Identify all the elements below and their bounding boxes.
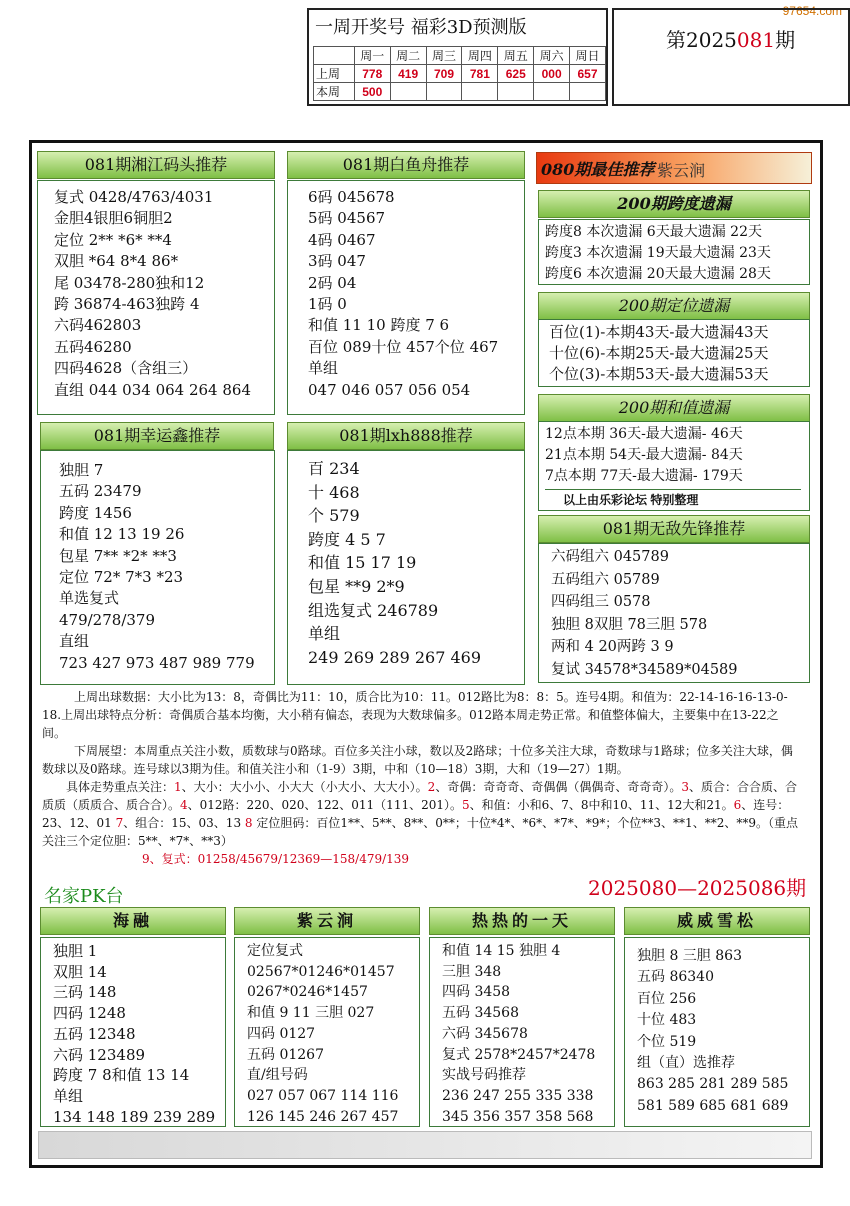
list-item: 863 285 281 289 585 [637, 1076, 789, 1093]
list-item: 3码 047 [308, 252, 366, 271]
day-header: 周六 [534, 47, 570, 65]
list-item: 7点本期 77天-最大遗漏- 179天 [545, 468, 743, 484]
list-item: 独胆 8双胆 78三胆 578 [551, 616, 708, 633]
list-item: 五码 86340 [637, 969, 714, 986]
list-item: 2码 04 [308, 273, 357, 292]
list-item: 百位 089十位 457个位 467 [308, 337, 499, 356]
pk-col-box [234, 937, 420, 1127]
list-item: 五码 34568 [442, 1005, 519, 1022]
issue-panel [612, 8, 850, 106]
day-header: 周五 [498, 47, 534, 65]
analysis-last-week: 上周出球数据：大小比为13：8，奇偶比为11：10，质合比为10：11。012路比为8：8：5。连号4期。和值为：22-14-16-16-13-0-18.上周出球特点分析：奇偶质合基本均衡，大小稍有偏态，表现为大数球偏多。012路本周走势正常。和值整体偏大，主要集中在13-22之间。 [42, 690, 788, 740]
list-item: 5码 04567 [308, 209, 386, 228]
list-item: 双胆 14 [53, 962, 107, 981]
dingwei-title: 200期定位遗漏 [538, 292, 810, 320]
analysis-fushi: 9、复式：01258/45679/12369—158/479/139 [142, 852, 410, 866]
list-item: 三胆 348 [442, 963, 502, 980]
list-item: 和值 14 15 独胆 4 [442, 943, 561, 959]
day-header: 周二 [390, 47, 426, 65]
list-item: 和值 11 10 跨度 7 6 [308, 316, 450, 335]
list-item: 四码 0127 [247, 1025, 316, 1042]
dingwei-box [538, 319, 810, 387]
list-item: 跨度8 本次遗漏 6天最大遗漏 22天 [545, 224, 762, 240]
list-item: 十 468 [308, 482, 360, 502]
corner-cell [314, 47, 355, 65]
weekly-results-panel [307, 8, 608, 106]
list-item: 个 579 [308, 506, 360, 526]
list-item: 六码 345678 [442, 1025, 528, 1042]
list-item: 两和 4 20两跨 3 9 [551, 639, 674, 656]
pk-col-title: 海融 [40, 907, 226, 935]
this-week-number: 500 [354, 83, 390, 101]
list-item: 跨度 4 5 7 [308, 529, 386, 549]
list-item: 直组 044 034 064 264 864 [54, 380, 251, 399]
list-item: 047 046 057 056 054 [308, 380, 471, 399]
list-item: 直/组号码 [247, 1067, 308, 1084]
watermark: 97654.com [782, 4, 842, 18]
list-item: 五码 01267 [247, 1046, 324, 1063]
day-header: 周日 [570, 47, 606, 65]
xingyunxin-box [40, 450, 275, 685]
this-week-number [570, 83, 606, 101]
list-item: 单选复式 [59, 589, 120, 608]
list-item: 五码 23479 [59, 482, 142, 501]
list-item: 723 427 973 487 989 779 [59, 653, 255, 672]
list-item: 581 589 685 681 689 [637, 1097, 789, 1114]
best-title-author: 紫云涧 [657, 161, 706, 180]
last-week-number: 781 [462, 65, 498, 83]
analysis-outlook: 下周展望：本周重点关注小数，质数球与0路球。百位多关注小球，数以及2路球；十位多关注大球，奇数球与1路球；位多关注大球，偶数球以及0路球。连号球以3期为佳。和值关注小和（1-9）3期，中和（10—18）3期，大和（19—27）1期。 [42, 744, 793, 776]
list-item: 126 145 246 267 457 [247, 1108, 399, 1125]
list-item: 和值 9 11 三胆 027 [247, 1005, 375, 1022]
baiyuzhou-title: 081期白鱼舟推荐 [287, 151, 525, 179]
list-item: 金胆4银胆6铜胆2 [54, 209, 173, 228]
list-item: 包星 7** *2* **3 [59, 546, 177, 565]
list-item: 单组 [308, 624, 341, 644]
pk-col-box [40, 937, 226, 1127]
day-header: 周一 [354, 47, 390, 65]
list-item: 十位 483 [637, 1012, 697, 1029]
this-week-label: 本周 [314, 83, 355, 101]
day-header: 周四 [462, 47, 498, 65]
list-item: 249 269 289 267 469 [308, 647, 482, 667]
last-week-label: 上周 [314, 65, 355, 83]
last-week-number: 625 [498, 65, 534, 83]
list-item: 百位(1)-本期43天-最大遗漏43天 [549, 323, 769, 341]
list-item: 定位 2** *6* **4 [54, 230, 172, 249]
list-item: 单组 [53, 1086, 84, 1105]
analysis-focus: 具体走势重点关注：1、大小：大小小、小大大（小大小、大大小）。2、奇偶：奇奇奇、奇偶偶（偶偶奇、奇奇奇）。3、质合：合合质、合质质（质质合、质合合）。4、012路：220、020、122、011（111、201）。5、和值：小和6、7、8中和10、11、12大和21。6、连号：23、12、01 7、组合：15、03、13 8 定位胆码：百位1**、5**、8**、0**；十位*4*、*6*、*7*、*9*；个位**3、**1、**2、**9。（重点关注三个定位胆：5**、*7*、**3） [42, 780, 798, 848]
list-item: 236 247 255 335 338 [442, 1087, 594, 1104]
list-item: 四码 3458 [442, 984, 511, 1001]
list-item: 四码4628（含组三） [54, 359, 198, 378]
list-item: 六码462803 [54, 316, 142, 335]
list-item: 独胆 8 三胆 863 [637, 948, 742, 964]
list-item: 0267*0246*1457 [247, 984, 368, 1001]
last-week-number: 419 [390, 65, 426, 83]
pk-col-title: 威威雪松 [624, 907, 810, 935]
list-item: 定位 72* 7*3 *23 [59, 568, 184, 587]
this-week-number [390, 83, 426, 101]
weekly-results-table [313, 46, 606, 101]
lxh888-box [287, 450, 525, 685]
list-item: 四码组三 0578 [551, 594, 651, 611]
list-item: 五码 12348 [53, 1024, 136, 1043]
list-item: 尾 03478-280独和12 [54, 273, 205, 292]
list-item: 个位(3)-本期53天-最大遗漏53天 [549, 365, 769, 383]
list-item: 十位(6)-本期25天-最大遗漏25天 [549, 344, 769, 362]
list-item: 21点本期 54天-最大遗漏- 84天 [545, 447, 743, 463]
list-item: 定位复式 [247, 943, 303, 959]
analysis-text [42, 688, 802, 868]
list-item: 12点本期 36天-最大遗漏- 46天 [545, 426, 743, 442]
list-item: 跨 36874-463独跨 4 [54, 295, 200, 314]
hezhi-box [538, 421, 810, 511]
pk-range: 2025080—2025086期 [588, 876, 807, 900]
list-item: 三码 148 [53, 983, 117, 1002]
last-week-number: 000 [534, 65, 570, 83]
list-item: 复式 2578*2457*2478 [442, 1046, 596, 1063]
this-week-number [426, 83, 462, 101]
list-item: 实战号码推荐 [442, 1067, 526, 1084]
kuadu-title: 200期跨度遗漏 [538, 190, 810, 218]
this-week-number [534, 83, 570, 101]
xiangjiang-box [37, 180, 275, 415]
footer-bar [38, 1131, 812, 1159]
header-title: 一周开奖号 福彩3D预测版 [315, 17, 527, 38]
best-title [536, 152, 812, 184]
list-item: 直组 [59, 632, 90, 651]
list-item: 个位 519 [637, 1033, 697, 1050]
last-week-number: 709 [426, 65, 462, 83]
this-week-number [462, 83, 498, 101]
lxh888-title: 081期lxh888推荐 [287, 422, 525, 450]
list-item: 包星 **9 2*9 [308, 576, 405, 596]
list-item: 6码 045678 [308, 188, 395, 206]
last-week-number: 778 [354, 65, 390, 83]
list-item: 和值 12 13 19 26 [59, 525, 185, 544]
list-item: 独胆 1 [53, 942, 98, 960]
list-item: 跨度3 本次遗漏 19天最大遗漏 23天 [545, 245, 771, 261]
list-item: 1码 0 [308, 295, 347, 314]
xingyunxin-title: 081期幸运鑫推荐 [40, 422, 274, 450]
hezhi-title: 200期和值遗漏 [538, 394, 810, 422]
wudi-title: 081期无敌先锋推荐 [538, 515, 810, 543]
list-item: 345 356 357 358 568 [442, 1108, 594, 1125]
list-item: 和值 15 17 19 [308, 553, 417, 573]
day-header: 周三 [426, 47, 462, 65]
pk-col-box [429, 937, 615, 1127]
pk-col-title: 热热的一天 [429, 907, 615, 935]
xiangjiang-title: 081期湘江码头推荐 [37, 151, 275, 179]
list-item: 组选复式 246789 [308, 600, 439, 620]
list-item: 479/278/379 [59, 610, 155, 629]
list-item: 跨度6 本次遗漏 20天最大遗漏 28天 [545, 266, 771, 282]
list-item: 百 234 [308, 459, 360, 478]
list-item: 单组 [308, 359, 339, 378]
last-week-number: 657 [570, 65, 606, 83]
best-title-main: 080期最佳推荐 [541, 160, 655, 179]
list-item: 4码 0467 [308, 230, 376, 249]
pk-title: 名家PK台 [44, 886, 124, 907]
list-item: 双胆 *64 8*4 86* [54, 252, 179, 271]
list-item: 五码组六 05789 [551, 571, 660, 588]
pk-col-title: 紫云涧 [234, 907, 420, 935]
list-item: 独胆 7 [59, 461, 104, 479]
pk-col-box [624, 937, 810, 1127]
list-item: 027 057 067 114 116 [247, 1087, 399, 1104]
list-item: 六码 123489 [53, 1045, 146, 1064]
issue-number: 第2025081期 [666, 28, 796, 52]
list-item: 复式 0428/4763/4031 [54, 188, 214, 206]
list-item: 五码46280 [54, 337, 132, 356]
kuadu-box [538, 219, 810, 285]
list-item: 组（直）选推荐 [637, 1055, 735, 1072]
baiyuzhou-box [287, 180, 525, 415]
list-item: 02567*01246*01457 [247, 963, 395, 980]
wudi-box [538, 543, 810, 683]
credit-text: 以上由乐彩论坛 特别整理 [545, 489, 801, 510]
list-item: 跨度 7 8和值 13 14 [53, 1066, 190, 1085]
list-item: 六码组六 045789 [551, 549, 669, 565]
list-item: 百位 256 [637, 990, 697, 1007]
list-item: 四码 1248 [53, 1004, 126, 1023]
list-item: 跨度 1456 [59, 503, 132, 522]
list-item: 复试 34578*34589*04589 [551, 661, 738, 678]
list-item: 134 148 189 239 289 [53, 1107, 216, 1126]
this-week-number [498, 83, 534, 101]
